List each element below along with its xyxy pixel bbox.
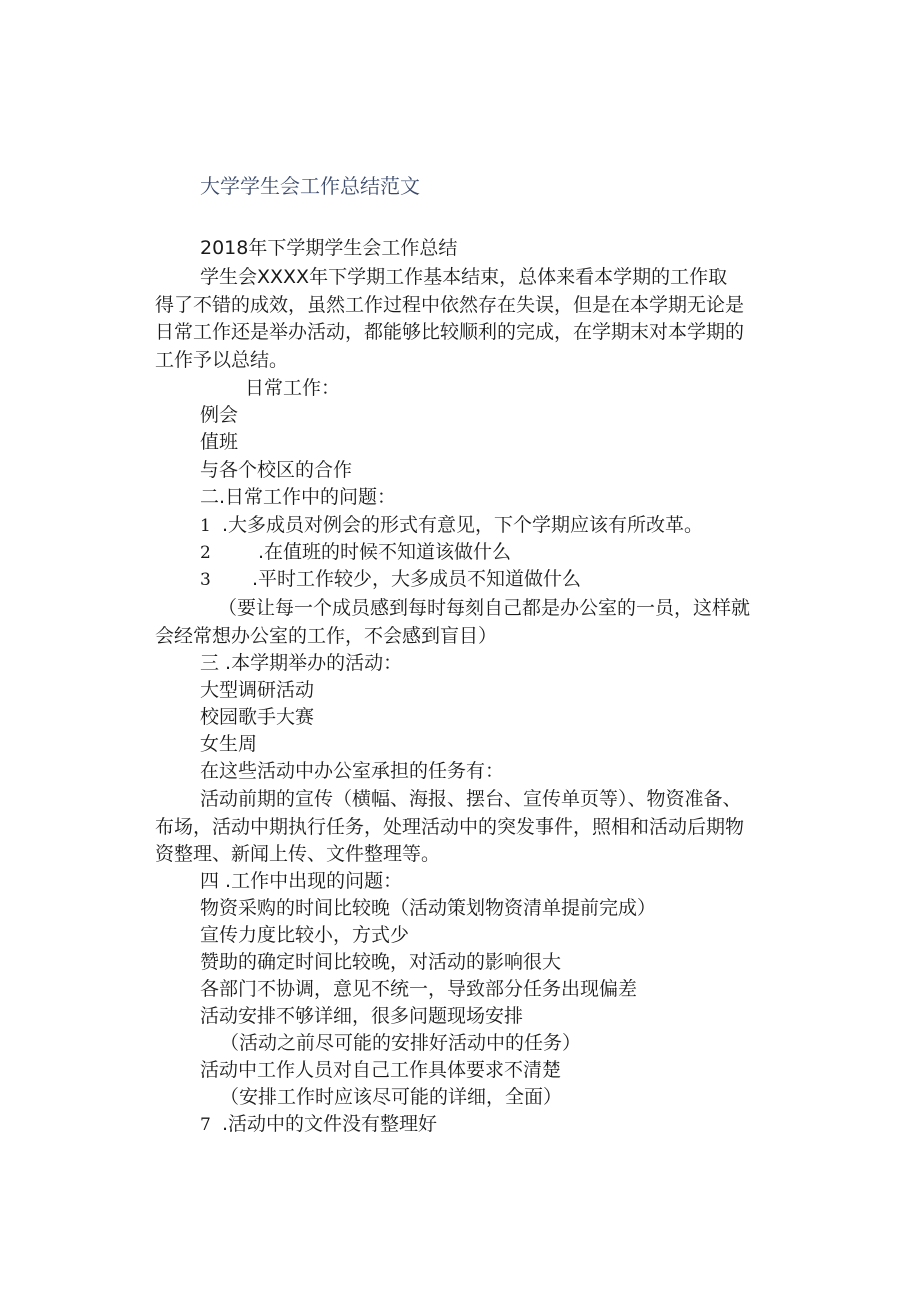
item-text: .大多成员对例会的形式有意见，下个学期应该有所改革。 <box>222 514 704 536</box>
section2-note: （要让每一个成员感到每时每刻自己都是办公室的一员，这样就会经常想办公室的工作，不会感到盲目） <box>155 597 751 647</box>
section4-item: 物资采购的时间比较晚（活动策划物资清单提前完成） <box>200 897 657 919</box>
section1-item: 值班 <box>200 431 239 453</box>
section2-item <box>200 566 581 594</box>
item-text: .活动中的文件没有整理好 <box>222 1113 438 1135</box>
section1-item: 与各个校区的合作 <box>200 459 353 481</box>
section4-item: 宣传力度比较小，方式少 <box>200 924 410 946</box>
section3-tasks-text: 活动前期的宣传（横幅、海报、摆台、宣传单页等）、物资准备、布场，活动中期执行任务，处理活动中的突发事件，照相和活动后期物资整理、新闻上传、文件整理等。 <box>155 788 745 865</box>
subtitle: 2018年下学期学生会工作总结 <box>200 237 458 259</box>
section2-item <box>200 512 703 540</box>
section4-item-note: （安排工作时应该尽可能的详细，全面） <box>220 1086 563 1108</box>
section4-heading: 四 .工作中出现的问题： <box>200 870 403 892</box>
section2-item <box>200 539 511 567</box>
section4-item: 活动安排不够详细，很多问题现场安排 <box>200 1005 524 1027</box>
section1-heading: 日常工作： <box>245 377 341 399</box>
item-number: 3 <box>200 570 211 590</box>
section4-item: 活动中工作人员对自己工作具体要求不清楚 <box>200 1059 562 1081</box>
item-number: 2 <box>200 543 211 563</box>
section3-tasks-heading: 在这些活动中办公室承担的任务有： <box>200 760 505 782</box>
intro-paragraph: 学生会XXXX年下学期工作基本结束，总体来看本学期的工作取得了不错的成效，虽然工作过程中依然存在失误，但是在本学期无论是日常工作还是举办活动，都能够比较顺利的完成，在学期末对本学期的工作予以总结。 <box>155 266 745 371</box>
item-number: 7 <box>200 1115 211 1135</box>
section4-item-note: （活动之前尽可能的安排好活动中的任务） <box>220 1032 582 1054</box>
section3-item: 大型调研活动 <box>200 679 315 701</box>
section4-item: 赞助的确定时间比较晚，对活动的影响很大 <box>200 951 562 973</box>
section3-item: 校园歌手大赛 <box>200 706 315 728</box>
item-number: 1 <box>200 516 211 536</box>
item-text: .在值班的时候不知道该做什么 <box>258 541 512 563</box>
section1-item: 例会 <box>200 404 239 426</box>
section3-heading: 三 .本学期举办的活动： <box>200 652 403 674</box>
document-title: 大学学生会工作总结范文 <box>200 174 420 198</box>
item-text: .平时工作较少，大多成员不知道做什么 <box>252 568 582 590</box>
section3-item: 女生周 <box>200 733 258 755</box>
section2-heading: 二.日常工作中的问题： <box>200 486 397 508</box>
section4-last-item <box>200 1111 437 1139</box>
section4-item: 各部门不协调，意见不统一，导致部分任务出现偏差 <box>200 978 638 1000</box>
